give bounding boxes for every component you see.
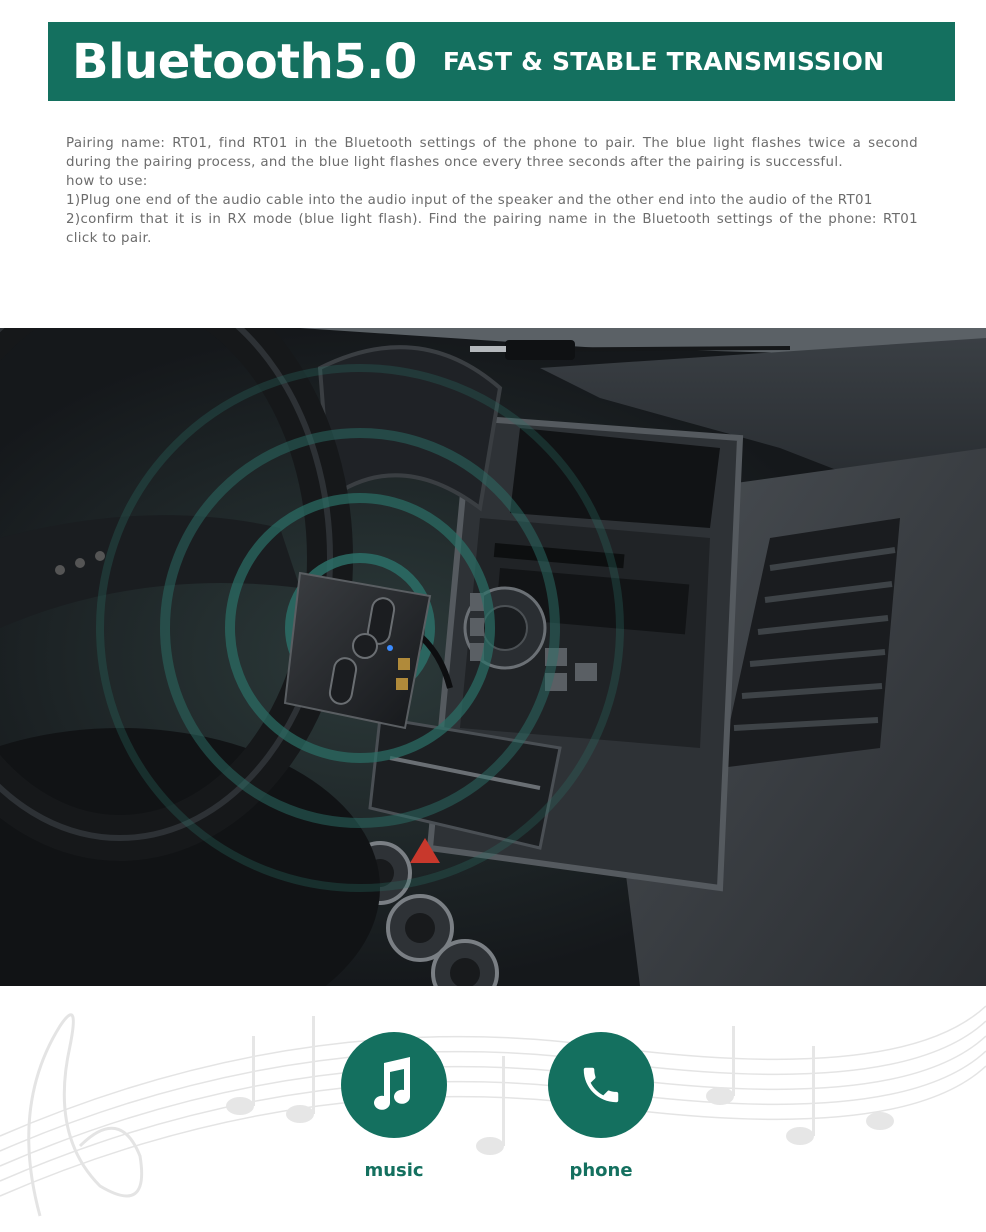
pairing-description: Pairing name: RT01, find RT01 in the Bluetooth settings of the phone to pair. The blue light flashes twice a second during the pairing process, and the blue light flashes once every three seconds after the pairing is successful. bbox=[66, 136, 918, 170]
step-one: 1)Plug one end of the audio cable into the audio input of the speaker and the other end into the audio of the RT01 bbox=[66, 193, 873, 208]
car-interior-photo bbox=[0, 328, 986, 986]
banner-title: Bluetooth5.0 bbox=[72, 33, 417, 90]
feature-phone bbox=[546, 1032, 656, 1181]
feature-label-phone: phone bbox=[569, 1160, 633, 1181]
music-note-icon bbox=[370, 1057, 418, 1113]
how-to-use-heading: how to use: bbox=[66, 174, 148, 189]
music-staff-background bbox=[0, 986, 986, 1232]
phone-circle bbox=[548, 1032, 654, 1138]
pairing-instructions bbox=[66, 134, 918, 248]
car-interior-illustration bbox=[0, 328, 986, 986]
features-section bbox=[0, 986, 986, 1232]
phone-icon bbox=[578, 1062, 624, 1108]
title-banner bbox=[48, 22, 955, 101]
music-circle bbox=[341, 1032, 447, 1138]
car-radio bbox=[460, 518, 710, 748]
step-two: 2)confirm that it is in RX mode (blue light flash). Find the pairing name in the Bluetooth settings of the phone: RT01 click to pair. bbox=[66, 212, 918, 246]
banner-subtitle: FAST & STABLE TRANSMISSION bbox=[442, 47, 885, 76]
feature-label-music: music bbox=[364, 1160, 424, 1181]
feature-music bbox=[339, 1032, 449, 1181]
